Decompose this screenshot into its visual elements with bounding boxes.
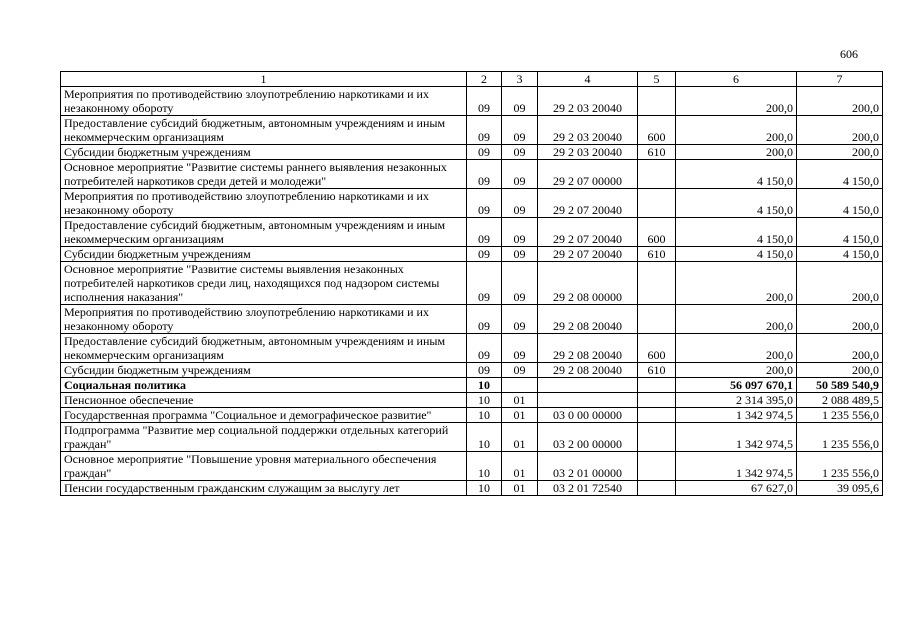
header-cell: 1 bbox=[61, 72, 467, 87]
amount-col7-cell: 1 235 556,0 bbox=[797, 408, 883, 423]
target-article-cell: 29 2 07 00000 bbox=[538, 160, 638, 189]
amount-col7-cell: 1 235 556,0 bbox=[797, 423, 883, 452]
section-code-cell: 09 bbox=[467, 189, 502, 218]
header-cell: 2 bbox=[467, 72, 502, 87]
section-code-cell: 09 bbox=[467, 145, 502, 160]
target-article-cell: 29 2 03 20040 bbox=[538, 145, 638, 160]
section-code-cell: 09 bbox=[467, 334, 502, 363]
subsection-code-cell: 09 bbox=[502, 363, 538, 378]
subsection-code-cell: 09 bbox=[502, 218, 538, 247]
section-code-cell: 10 bbox=[467, 481, 502, 496]
header-row bbox=[61, 72, 883, 87]
target-article-cell: 29 2 08 00000 bbox=[538, 262, 638, 305]
amount-col7-cell: 50 589 540,9 bbox=[797, 378, 883, 393]
table-row bbox=[61, 452, 883, 481]
amount-col6-cell: 200,0 bbox=[676, 145, 797, 160]
amount-col6-cell: 4 150,0 bbox=[676, 189, 797, 218]
target-article-cell: 29 2 07 20040 bbox=[538, 189, 638, 218]
header-cell: 5 bbox=[638, 72, 676, 87]
item-name-cell: Мероприятия по противодействию злоупотреблению наркотиками и их незаконному обороту bbox=[61, 87, 467, 116]
target-article-cell: 29 2 03 20040 bbox=[538, 116, 638, 145]
table-row bbox=[61, 393, 883, 408]
header-cell: 4 bbox=[538, 72, 638, 87]
section-code-cell: 09 bbox=[467, 262, 502, 305]
amount-col7-cell: 2 088 489,5 bbox=[797, 393, 883, 408]
amount-col7-cell: 200,0 bbox=[797, 116, 883, 145]
item-name-cell: Субсидии бюджетным учреждениям bbox=[61, 247, 467, 262]
item-name-cell: Предоставление субсидий бюджетным, автономным учреждениям и иным некоммерческим организациям bbox=[61, 218, 467, 247]
subsection-code-cell: 01 bbox=[502, 393, 538, 408]
subsection-code-cell: 09 bbox=[502, 87, 538, 116]
amount-col6-cell: 200,0 bbox=[676, 363, 797, 378]
amount-col7-cell: 200,0 bbox=[797, 87, 883, 116]
amount-col6-cell: 2 314 395,0 bbox=[676, 393, 797, 408]
amount-col7-cell: 200,0 bbox=[797, 145, 883, 160]
section-code-cell: 10 bbox=[467, 378, 502, 393]
item-name-cell: Социальная политика bbox=[61, 378, 467, 393]
target-article-cell: 03 2 01 00000 bbox=[538, 452, 638, 481]
expense-type-cell bbox=[638, 481, 676, 496]
amount-col7-cell: 200,0 bbox=[797, 262, 883, 305]
amount-col7-cell: 200,0 bbox=[797, 334, 883, 363]
amount-col6-cell: 56 097 670,1 bbox=[676, 378, 797, 393]
item-name-cell: Субсидии бюджетным учреждениям bbox=[61, 363, 467, 378]
amount-col7-cell: 4 150,0 bbox=[797, 247, 883, 262]
subsection-code-cell: 01 bbox=[502, 408, 538, 423]
section-code-cell: 09 bbox=[467, 305, 502, 334]
amount-col6-cell: 1 342 974,5 bbox=[676, 408, 797, 423]
item-name-cell: Основное мероприятие "Повышение уровня материального обеспечения граждан" bbox=[61, 452, 467, 481]
table-row bbox=[61, 378, 883, 393]
expense-type-cell bbox=[638, 408, 676, 423]
target-article-cell: 29 2 03 20040 bbox=[538, 87, 638, 116]
item-name-cell: Основное мероприятие "Развитие системы выявления незаконных потребителей наркотиков среди лиц, находящихся под надзором системы исполнения наказания" bbox=[61, 262, 467, 305]
expense-type-cell bbox=[638, 189, 676, 218]
amount-col6-cell: 200,0 bbox=[676, 262, 797, 305]
section-code-cell: 10 bbox=[467, 423, 502, 452]
header-cell: 3 bbox=[502, 72, 538, 87]
subsection-code-cell: 09 bbox=[502, 247, 538, 262]
section-code-cell: 10 bbox=[467, 393, 502, 408]
target-article-cell bbox=[538, 393, 638, 408]
target-article-cell: 29 2 07 20040 bbox=[538, 247, 638, 262]
table-row bbox=[61, 423, 883, 452]
expense-type-cell: 610 bbox=[638, 247, 676, 262]
table-row bbox=[61, 218, 883, 247]
target-article-cell: 29 2 08 20040 bbox=[538, 363, 638, 378]
target-article-cell: 03 2 00 00000 bbox=[538, 423, 638, 452]
item-name-cell: Пенсионное обеспечение bbox=[61, 393, 467, 408]
subsection-code-cell: 01 bbox=[502, 481, 538, 496]
amount-col7-cell: 4 150,0 bbox=[797, 189, 883, 218]
expense-type-cell: 610 bbox=[638, 145, 676, 160]
item-name-cell: Основное мероприятие "Развитие системы раннего выявления незаконных потребителей наркотиков среди детей и молодежи" bbox=[61, 160, 467, 189]
item-name-cell: Предоставление субсидий бюджетным, автономным учреждениям и иным некоммерческим организациям bbox=[61, 116, 467, 145]
expense-type-cell: 600 bbox=[638, 116, 676, 145]
table-row bbox=[61, 145, 883, 160]
page-number: 606 bbox=[840, 47, 858, 61]
subsection-code-cell: 09 bbox=[502, 262, 538, 305]
amount-col6-cell: 200,0 bbox=[676, 334, 797, 363]
table-row bbox=[61, 116, 883, 145]
amount-col7-cell: 200,0 bbox=[797, 305, 883, 334]
section-code-cell: 09 bbox=[467, 87, 502, 116]
amount-col7-cell: 39 095,6 bbox=[797, 481, 883, 496]
subsection-code-cell: 01 bbox=[502, 423, 538, 452]
subsection-code-cell: 09 bbox=[502, 145, 538, 160]
expense-type-cell: 600 bbox=[638, 334, 676, 363]
subsection-code-cell: 01 bbox=[502, 452, 538, 481]
section-code-cell: 09 bbox=[467, 247, 502, 262]
section-code-cell: 10 bbox=[467, 408, 502, 423]
expense-type-cell bbox=[638, 378, 676, 393]
subsection-code-cell bbox=[502, 378, 538, 393]
amount-col7-cell: 4 150,0 bbox=[797, 160, 883, 189]
expense-type-cell: 600 bbox=[638, 218, 676, 247]
section-code-cell: 09 bbox=[467, 160, 502, 189]
amount-col7-cell: 4 150,0 bbox=[797, 218, 883, 247]
table-row bbox=[61, 160, 883, 189]
table-row bbox=[61, 481, 883, 496]
table-row bbox=[61, 408, 883, 423]
item-name-cell: Подпрограмма "Развитие мер социальной поддержки отдельных категорий граждан" bbox=[61, 423, 467, 452]
expense-type-cell bbox=[638, 452, 676, 481]
item-name-cell: Пенсии государственным гражданским служащим за выслугу лет bbox=[61, 481, 467, 496]
table-row bbox=[61, 189, 883, 218]
target-article-cell: 03 2 01 72540 bbox=[538, 481, 638, 496]
target-article-cell: 03 0 00 00000 bbox=[538, 408, 638, 423]
section-code-cell: 10 bbox=[467, 452, 502, 481]
item-name-cell: Мероприятия по противодействию злоупотреблению наркотиками и их незаконному обороту bbox=[61, 305, 467, 334]
table-row bbox=[61, 247, 883, 262]
table-body bbox=[61, 87, 883, 496]
item-name-cell: Субсидии бюджетным учреждениям bbox=[61, 145, 467, 160]
amount-col6-cell: 4 150,0 bbox=[676, 247, 797, 262]
header-cell: 7 bbox=[797, 72, 883, 87]
subsection-code-cell: 09 bbox=[502, 189, 538, 218]
amount-col7-cell: 200,0 bbox=[797, 363, 883, 378]
expense-type-cell bbox=[638, 393, 676, 408]
target-article-cell bbox=[538, 378, 638, 393]
table-row bbox=[61, 363, 883, 378]
section-code-cell: 09 bbox=[467, 363, 502, 378]
expense-type-cell: 610 bbox=[638, 363, 676, 378]
target-article-cell: 29 2 07 20040 bbox=[538, 218, 638, 247]
expense-type-cell bbox=[638, 160, 676, 189]
table-row bbox=[61, 305, 883, 334]
amount-col6-cell: 200,0 bbox=[676, 87, 797, 116]
table-row bbox=[61, 87, 883, 116]
subsection-code-cell: 09 bbox=[502, 116, 538, 145]
amount-col6-cell: 67 627,0 bbox=[676, 481, 797, 496]
expense-type-cell bbox=[638, 305, 676, 334]
expense-type-cell bbox=[638, 262, 676, 305]
amount-col6-cell: 1 342 974,5 bbox=[676, 423, 797, 452]
target-article-cell: 29 2 08 20040 bbox=[538, 305, 638, 334]
expense-type-cell bbox=[638, 423, 676, 452]
amount-col6-cell: 1 342 974,5 bbox=[676, 452, 797, 481]
section-code-cell: 09 bbox=[467, 116, 502, 145]
section-code-cell: 09 bbox=[467, 218, 502, 247]
expense-type-cell bbox=[638, 87, 676, 116]
subsection-code-cell: 09 bbox=[502, 334, 538, 363]
amount-col6-cell: 200,0 bbox=[676, 305, 797, 334]
table-row bbox=[61, 334, 883, 363]
amount-col6-cell: 200,0 bbox=[676, 116, 797, 145]
amount-col6-cell: 4 150,0 bbox=[676, 160, 797, 189]
amount-col7-cell: 1 235 556,0 bbox=[797, 452, 883, 481]
budget-table bbox=[60, 71, 883, 496]
header-cell: 6 bbox=[676, 72, 797, 87]
item-name-cell: Мероприятия по противодействию злоупотреблению наркотиками и их незаконному обороту bbox=[61, 189, 467, 218]
item-name-cell: Государственная программа "Социальное и демографическое развитие" bbox=[61, 408, 467, 423]
subsection-code-cell: 09 bbox=[502, 160, 538, 189]
table-row bbox=[61, 262, 883, 305]
target-article-cell: 29 2 08 20040 bbox=[538, 334, 638, 363]
subsection-code-cell: 09 bbox=[502, 305, 538, 334]
amount-col6-cell: 4 150,0 bbox=[676, 218, 797, 247]
item-name-cell: Предоставление субсидий бюджетным, автономным учреждениям и иным некоммерческим организациям bbox=[61, 334, 467, 363]
